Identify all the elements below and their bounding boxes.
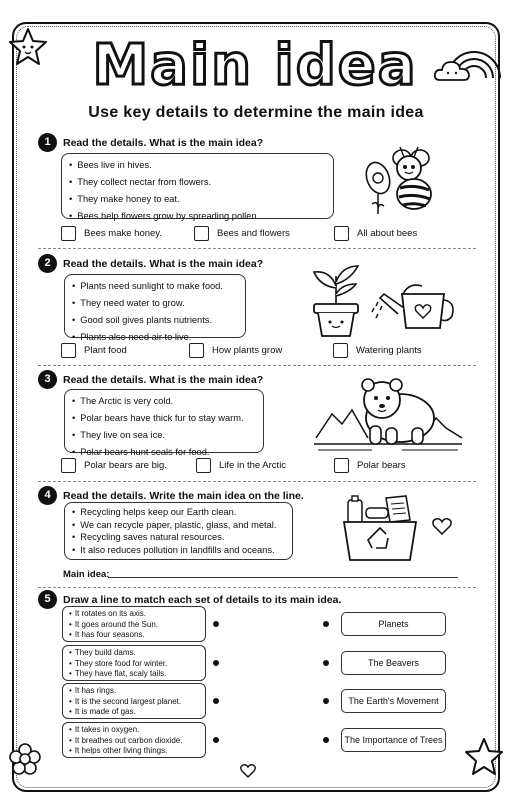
detail-item: • It breathes out carbon dioxide. (69, 736, 199, 747)
question-number: 2 (38, 254, 57, 273)
checkbox[interactable] (189, 343, 204, 358)
match-details-box (62, 722, 206, 758)
heart-icon (432, 518, 452, 536)
match-dot-left[interactable] (213, 621, 219, 627)
checkbox[interactable] (61, 226, 76, 241)
page-subtitle: Use key details to determine the main idea (88, 104, 424, 121)
match-dot-left[interactable] (213, 698, 219, 704)
match-dot-left[interactable] (213, 737, 219, 743)
detail-item: • They need water to grow. (72, 295, 238, 312)
answer-label: Main idea: (63, 569, 110, 580)
checkbox[interactable] (334, 458, 349, 473)
star-icon (8, 26, 48, 66)
potted-plant-icon (306, 262, 366, 338)
option-label: Polar bears are big. (84, 460, 167, 471)
detail-item: • It rotates on its axis. (69, 609, 199, 620)
option-label: Life in the Arctic (219, 460, 287, 471)
match-main-idea-box: Planets (341, 612, 446, 636)
detail-item: • They build dams. (69, 648, 199, 659)
section-divider (38, 365, 476, 366)
question-number: 3 (38, 370, 57, 389)
match-details-box (62, 645, 206, 681)
heart-icon (240, 764, 256, 778)
answer-option[interactable] (189, 343, 282, 358)
detail-item: • Recycling saves natural resources. (72, 531, 285, 544)
page-title (70, 28, 440, 108)
detail-item: • They live on sea ice. (72, 427, 256, 444)
answer-option[interactable] (61, 458, 167, 473)
option-label: Bees make honey. (84, 228, 162, 239)
details-box (64, 274, 246, 342)
match-dot-right[interactable] (323, 660, 329, 666)
watering-can-icon (368, 280, 458, 336)
detail-item: • They have flat, scaly tails. (69, 669, 199, 680)
question-number: 1 (38, 133, 57, 152)
recycling-bin-icon (340, 494, 420, 564)
detail-item: • It has four seasons. (69, 630, 199, 641)
star-icon (464, 736, 504, 776)
option-label: Watering plants (356, 345, 422, 356)
match-details-box (62, 606, 206, 642)
detail-item: • It takes in oxygen. (69, 725, 199, 736)
detail-item: • Recycling helps keep our Earth clean. (72, 506, 285, 519)
match-dot-left[interactable] (213, 660, 219, 666)
polar-bear-icon (312, 374, 464, 454)
option-label: How plants grow (212, 345, 283, 356)
detail-item: • It helps other living things. (69, 746, 199, 757)
detail-item: • Polar bears hunt seals for food. (72, 444, 256, 461)
detail-item: • Polar bears have thick fur to stay warm. (72, 410, 256, 427)
answer-option[interactable] (61, 226, 162, 241)
answer-option[interactable] (334, 458, 406, 473)
match-main-idea-box: The Earth's Movement (341, 689, 446, 713)
option-label: Bees and flowers (217, 228, 290, 239)
detail-item: • Plants need sunlight to make food. (72, 278, 238, 295)
question-number: 4 (38, 486, 57, 505)
match-dot-right[interactable] (323, 737, 329, 743)
answer-option[interactable] (61, 343, 127, 358)
detail-item: • Bees help flowers grow by spreading pollen. (69, 208, 326, 225)
answer-option[interactable] (194, 226, 290, 241)
question-prompt: Draw a line to match each set of details to its main idea. (63, 594, 342, 606)
detail-item: • Good soil gives plants nutrients. (72, 312, 238, 329)
match-dot-right[interactable] (323, 621, 329, 627)
answer-option[interactable] (333, 343, 422, 358)
section-divider (38, 248, 476, 249)
match-main-idea-box: The Beavers (341, 651, 446, 675)
detail-item: • We can recycle paper, plastic, glass, and metal. (72, 519, 285, 532)
match-main-idea-box: The Importance of Trees (341, 728, 446, 752)
checkbox[interactable] (61, 458, 76, 473)
checkbox[interactable] (61, 343, 76, 358)
question-prompt: Read the details. Write the main idea on the line. (63, 490, 304, 502)
title-text: Main idea (92, 33, 418, 98)
match-dot-right[interactable] (323, 698, 329, 704)
question-prompt: Read the details. What is the main idea? (63, 258, 264, 270)
detail-item: • It also reduces pollution in landfills and oceans. (72, 544, 285, 557)
answer-option[interactable] (334, 226, 417, 241)
detail-item: • It has rings. (69, 686, 199, 697)
checkbox[interactable] (333, 343, 348, 358)
match-details-box (62, 683, 206, 719)
detail-item: • It is made of gas. (69, 707, 199, 718)
option-label: Polar bears (357, 460, 406, 471)
details-box (64, 389, 264, 457)
bee-icon (356, 138, 440, 220)
details-box (61, 153, 334, 219)
answer-line[interactable] (108, 577, 458, 578)
detail-item: • Bees live in hives. (69, 157, 326, 174)
option-label: All about bees (357, 228, 418, 239)
answer-option[interactable] (196, 458, 286, 473)
detail-item: • The Arctic is very cold. (72, 393, 256, 410)
section-divider (38, 481, 476, 482)
question-prompt: Read the details. What is the main idea? (63, 374, 264, 386)
checkbox[interactable] (196, 458, 211, 473)
detail-item: • It is the second largest planet. (69, 697, 199, 708)
detail-item: • Plants also need air to live. (72, 329, 238, 346)
checkbox[interactable] (334, 226, 349, 241)
question-prompt: Read the details. What is the main idea? (63, 137, 264, 149)
detail-item: • They store food for winter. (69, 659, 199, 670)
checkbox[interactable] (194, 226, 209, 241)
detail-item: • They collect nectar from flowers. (69, 174, 326, 191)
details-box (64, 502, 293, 560)
option-label: Plant food (84, 345, 127, 356)
section-divider (38, 587, 476, 588)
detail-item: • They make honey to eat. (69, 191, 326, 208)
question-number: 5 (38, 590, 57, 609)
flower-icon (8, 742, 42, 776)
detail-item: • It goes around the Sun. (69, 620, 199, 631)
